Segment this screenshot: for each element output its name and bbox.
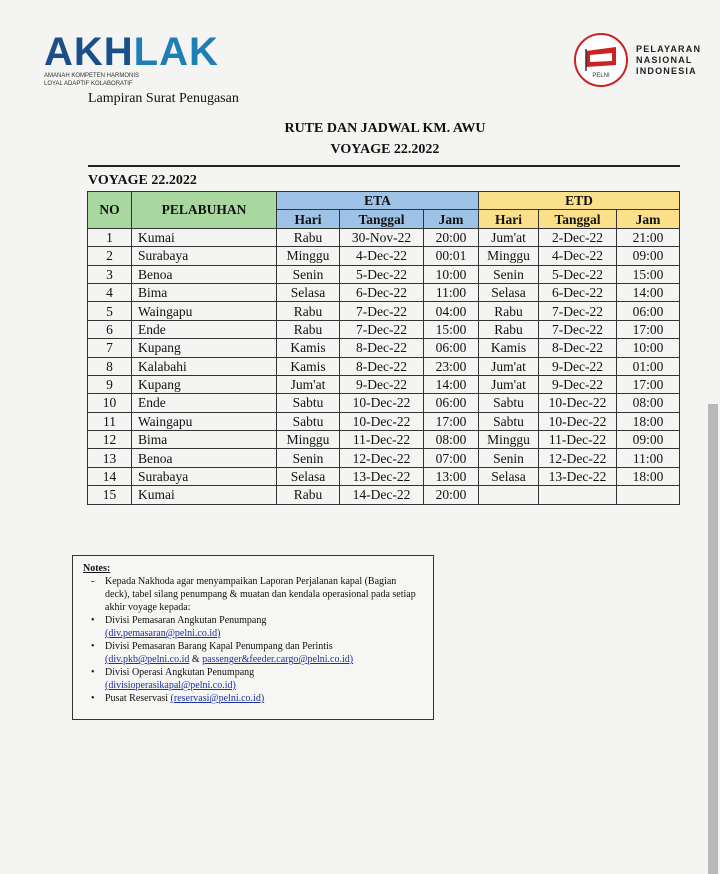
cell-etd-date: 5-Dec-22 bbox=[539, 265, 617, 283]
cell-etd-date: 9-Dec-22 bbox=[539, 375, 617, 393]
cell-etd-date: 8-Dec-22 bbox=[539, 339, 617, 357]
lampiran-text: Lampiran Surat Penugasan bbox=[88, 91, 239, 106]
cell-etd-time: 10:00 bbox=[617, 339, 680, 357]
cell-eta-day: Kamis bbox=[277, 357, 340, 375]
cell-eta-time: 15:00 bbox=[424, 320, 479, 338]
cell-eta-date: 8-Dec-22 bbox=[340, 339, 424, 357]
cell-etd-day: Kamis bbox=[479, 339, 539, 357]
cell-eta-date: 9-Dec-22 bbox=[340, 375, 424, 393]
table-row bbox=[88, 339, 680, 357]
cell-eta-day: Rabu bbox=[277, 228, 340, 246]
cell-eta-time: 08:00 bbox=[424, 431, 479, 449]
cell-port: Kupang bbox=[132, 375, 277, 393]
cell-etd-date: 6-Dec-22 bbox=[539, 283, 617, 301]
cell-etd-day: Minggu bbox=[479, 431, 539, 449]
cell-etd-time: 21:00 bbox=[617, 228, 680, 246]
cell-no: 14 bbox=[88, 467, 132, 485]
cell-etd-date: 2-Dec-22 bbox=[539, 228, 617, 246]
cell-no: 7 bbox=[88, 339, 132, 357]
cell-eta-date: 4-Dec-22 bbox=[340, 247, 424, 265]
cell-eta-time: 23:00 bbox=[424, 357, 479, 375]
cell-eta-day: Jum'at bbox=[277, 375, 340, 393]
title-divider bbox=[88, 165, 680, 167]
cell-eta-date: 14-Dec-22 bbox=[340, 486, 424, 504]
cell-port: Surabaya bbox=[132, 247, 277, 265]
cell-etd-day: Jum'at bbox=[479, 357, 539, 375]
cell-eta-time: 14:00 bbox=[424, 375, 479, 393]
cell-eta-date: 7-Dec-22 bbox=[340, 302, 424, 320]
cell-eta-day: Selasa bbox=[277, 467, 340, 485]
voyage-label: VOYAGE 22.2022 bbox=[88, 173, 197, 188]
cell-no: 9 bbox=[88, 375, 132, 393]
cell-eta-day: Selasa bbox=[277, 283, 340, 301]
cell-no: 6 bbox=[88, 320, 132, 338]
cell-etd-time: 11:00 bbox=[617, 449, 680, 467]
cell-eta-date: 8-Dec-22 bbox=[340, 357, 424, 375]
email-link[interactable]: passenger&feeder.cargo@pelni.co.id) bbox=[202, 654, 354, 665]
table-row bbox=[88, 265, 680, 283]
cell-eta-day: Sabtu bbox=[277, 412, 340, 430]
cell-eta-time: 06:00 bbox=[424, 394, 479, 412]
header-etd-tanggal: Tanggal bbox=[539, 210, 617, 228]
header-eta-hari: Hari bbox=[277, 210, 340, 228]
cell-port: Ende bbox=[132, 320, 277, 338]
schedule-table bbox=[87, 191, 680, 505]
table-row bbox=[88, 357, 680, 375]
cell-port: Ende bbox=[132, 394, 277, 412]
cell-eta-day: Senin bbox=[277, 449, 340, 467]
cell-etd-time: 18:00 bbox=[617, 412, 680, 430]
notes-intro: - Kepada Nakhoda agar menyampaikan Laporan Perjalanan kapal (Bagian deck), tabel silang penumpang & muatan dan kendala operasional pada setiap akhir voyage kepada: bbox=[91, 576, 416, 613]
notes-box bbox=[72, 555, 434, 720]
cell-eta-time: 06:00 bbox=[424, 339, 479, 357]
cell-etd-date: 13-Dec-22 bbox=[539, 467, 617, 485]
cell-etd-date bbox=[539, 486, 617, 504]
header-no: NO bbox=[88, 192, 132, 229]
cell-etd-day: Minggu bbox=[479, 247, 539, 265]
cell-port: Surabaya bbox=[132, 467, 277, 485]
cell-no: 5 bbox=[88, 302, 132, 320]
cell-no: 10 bbox=[88, 394, 132, 412]
table-row bbox=[88, 449, 680, 467]
cell-etd-time: 09:00 bbox=[617, 247, 680, 265]
cell-port: Benoa bbox=[132, 449, 277, 467]
cell-eta-day: Rabu bbox=[277, 302, 340, 320]
table-row bbox=[88, 486, 680, 504]
cell-etd-day: Sabtu bbox=[479, 394, 539, 412]
email-link[interactable]: (divisioperasikapal@pelni.co.id) bbox=[105, 680, 236, 691]
email-link[interactable]: (div.pkb@pelni.co.id bbox=[105, 654, 190, 665]
cell-etd-time bbox=[617, 486, 680, 504]
header-etd: ETD bbox=[479, 192, 680, 210]
akhlak-wordmark: AKHLAK bbox=[44, 30, 219, 74]
document-subtitle: VOYAGE 22.2022 bbox=[330, 142, 440, 157]
cell-no: 11 bbox=[88, 412, 132, 430]
cell-etd-time: 01:00 bbox=[617, 357, 680, 375]
cell-eta-day: Rabu bbox=[277, 486, 340, 504]
cell-eta-time: 10:00 bbox=[424, 265, 479, 283]
cell-etd-date: 9-Dec-22 bbox=[539, 357, 617, 375]
cell-no: 2 bbox=[88, 247, 132, 265]
cell-no: 3 bbox=[88, 265, 132, 283]
akhlak-logo bbox=[44, 30, 219, 88]
cell-eta-time: 20:00 bbox=[424, 486, 479, 504]
cell-etd-date: 12-Dec-22 bbox=[539, 449, 617, 467]
cell-etd-time: 09:00 bbox=[617, 431, 680, 449]
pelni-wordmark: PELAYARAN NASIONAL INDONESIA bbox=[636, 43, 702, 76]
cell-port: Waingapu bbox=[132, 412, 277, 430]
email-link[interactable]: (reservasi@pelni.co.id) bbox=[170, 693, 265, 704]
cell-eta-day: Sabtu bbox=[277, 394, 340, 412]
header-etd-jam: Jam bbox=[617, 210, 680, 228]
cell-port: Benoa bbox=[132, 265, 277, 283]
cell-etd-time: 06:00 bbox=[617, 302, 680, 320]
table-row bbox=[88, 302, 680, 320]
email-link[interactable]: (div.pemasaran@pelni.co.id) bbox=[105, 628, 221, 639]
header-eta-tanggal: Tanggal bbox=[340, 210, 424, 228]
cell-etd-day: Senin bbox=[479, 449, 539, 467]
cell-etd-date: 10-Dec-22 bbox=[539, 412, 617, 430]
svg-text:PELNI: PELNI bbox=[592, 73, 610, 79]
cell-port: Kumai bbox=[132, 228, 277, 246]
table-row bbox=[88, 228, 680, 246]
list-item: • Divisi Operasi Angkutan Penumpang (divisioperasikapal@pelni.co.id) bbox=[91, 667, 255, 691]
cell-eta-date: 6-Dec-22 bbox=[340, 283, 424, 301]
cell-eta-day: Minggu bbox=[277, 431, 340, 449]
cell-etd-day: Selasa bbox=[479, 283, 539, 301]
pelni-logo bbox=[574, 33, 701, 87]
list-item: • Pusat Reservasi (reservasi@pelni.co.id) bbox=[91, 693, 265, 704]
cell-eta-time: 07:00 bbox=[424, 449, 479, 467]
cell-eta-date: 30-Nov-22 bbox=[340, 228, 424, 246]
cell-eta-day: Kamis bbox=[277, 339, 340, 357]
list-item: • Divisi Pemasaran Barang Kapal Penumpang dan Perintis (div.pkb@pelni.co.id & passenger&feeder.cargo@pelni.co.id) bbox=[91, 641, 354, 665]
cell-eta-day: Senin bbox=[277, 265, 340, 283]
cell-etd-date: 7-Dec-22 bbox=[539, 320, 617, 338]
header-eta-jam: Jam bbox=[424, 210, 479, 228]
cell-eta-date: 10-Dec-22 bbox=[340, 394, 424, 412]
akhlak-tagline: AMANAH KOMPETEN HARMONIS LOYAL ADAPTIF KOLABORATIF bbox=[44, 73, 140, 87]
table-row bbox=[88, 375, 680, 393]
pelni-seal-icon bbox=[574, 33, 628, 87]
cell-port: Bima bbox=[132, 283, 277, 301]
cell-port: Kumai bbox=[132, 486, 277, 504]
cell-eta-date: 12-Dec-22 bbox=[340, 449, 424, 467]
cell-etd-day: Jum'at bbox=[479, 375, 539, 393]
table-row bbox=[88, 467, 680, 485]
cell-port: Kalabahi bbox=[132, 357, 277, 375]
table-row bbox=[88, 394, 680, 412]
table-row bbox=[88, 283, 680, 301]
cell-no: 8 bbox=[88, 357, 132, 375]
cell-eta-time: 04:00 bbox=[424, 302, 479, 320]
cell-etd-day: Selasa bbox=[479, 467, 539, 485]
cell-eta-date: 5-Dec-22 bbox=[340, 265, 424, 283]
table-row bbox=[88, 247, 680, 265]
cell-eta-time: 13:00 bbox=[424, 467, 479, 485]
vertical-scrollbar[interactable] bbox=[708, 404, 718, 874]
notes-title: Notes: bbox=[83, 563, 111, 574]
cell-etd-day: Jum'at bbox=[479, 228, 539, 246]
table-row bbox=[88, 320, 680, 338]
cell-etd-time: 08:00 bbox=[617, 394, 680, 412]
cell-etd-date: 10-Dec-22 bbox=[539, 394, 617, 412]
header-pelabuhan: PELABUHAN bbox=[132, 192, 277, 229]
cell-no: 1 bbox=[88, 228, 132, 246]
cell-etd-date: 7-Dec-22 bbox=[539, 302, 617, 320]
cell-etd-time: 14:00 bbox=[617, 283, 680, 301]
cell-eta-time: 00:01 bbox=[424, 247, 479, 265]
cell-no: 13 bbox=[88, 449, 132, 467]
cell-eta-day: Minggu bbox=[277, 247, 340, 265]
cell-no: 4 bbox=[88, 283, 132, 301]
cell-eta-time: 20:00 bbox=[424, 228, 479, 246]
cell-etd-time: 17:00 bbox=[617, 375, 680, 393]
cell-port: Kupang bbox=[132, 339, 277, 357]
table-row bbox=[88, 431, 680, 449]
header-eta: ETA bbox=[277, 192, 479, 210]
cell-eta-time: 11:00 bbox=[424, 283, 479, 301]
table-row bbox=[88, 412, 680, 430]
cell-eta-date: 11-Dec-22 bbox=[340, 431, 424, 449]
cell-eta-time: 17:00 bbox=[424, 412, 479, 430]
cell-etd-date: 11-Dec-22 bbox=[539, 431, 617, 449]
cell-port: Bima bbox=[132, 431, 277, 449]
cell-etd-time: 15:00 bbox=[617, 265, 680, 283]
cell-no: 15 bbox=[88, 486, 132, 504]
cell-no: 12 bbox=[88, 431, 132, 449]
cell-port: Waingapu bbox=[132, 302, 277, 320]
cell-eta-day: Rabu bbox=[277, 320, 340, 338]
cell-etd-date: 4-Dec-22 bbox=[539, 247, 617, 265]
cell-etd-time: 17:00 bbox=[617, 320, 680, 338]
cell-etd-day: Sabtu bbox=[479, 412, 539, 430]
cell-eta-date: 7-Dec-22 bbox=[340, 320, 424, 338]
notes-list bbox=[83, 575, 423, 705]
cell-eta-date: 13-Dec-22 bbox=[340, 467, 424, 485]
document-title: RUTE DAN JADWAL KM. AWU bbox=[284, 121, 486, 136]
cell-etd-day: Rabu bbox=[479, 302, 539, 320]
cell-eta-date: 10-Dec-22 bbox=[340, 412, 424, 430]
cell-etd-day bbox=[479, 486, 539, 504]
list-item: • Divisi Pemasaran Angkutan Penumpang (div.pemasaran@pelni.co.id) bbox=[91, 615, 267, 639]
cell-etd-time: 18:00 bbox=[617, 467, 680, 485]
header-etd-hari: Hari bbox=[479, 210, 539, 228]
cell-etd-day: Rabu bbox=[479, 320, 539, 338]
cell-etd-day: Senin bbox=[479, 265, 539, 283]
